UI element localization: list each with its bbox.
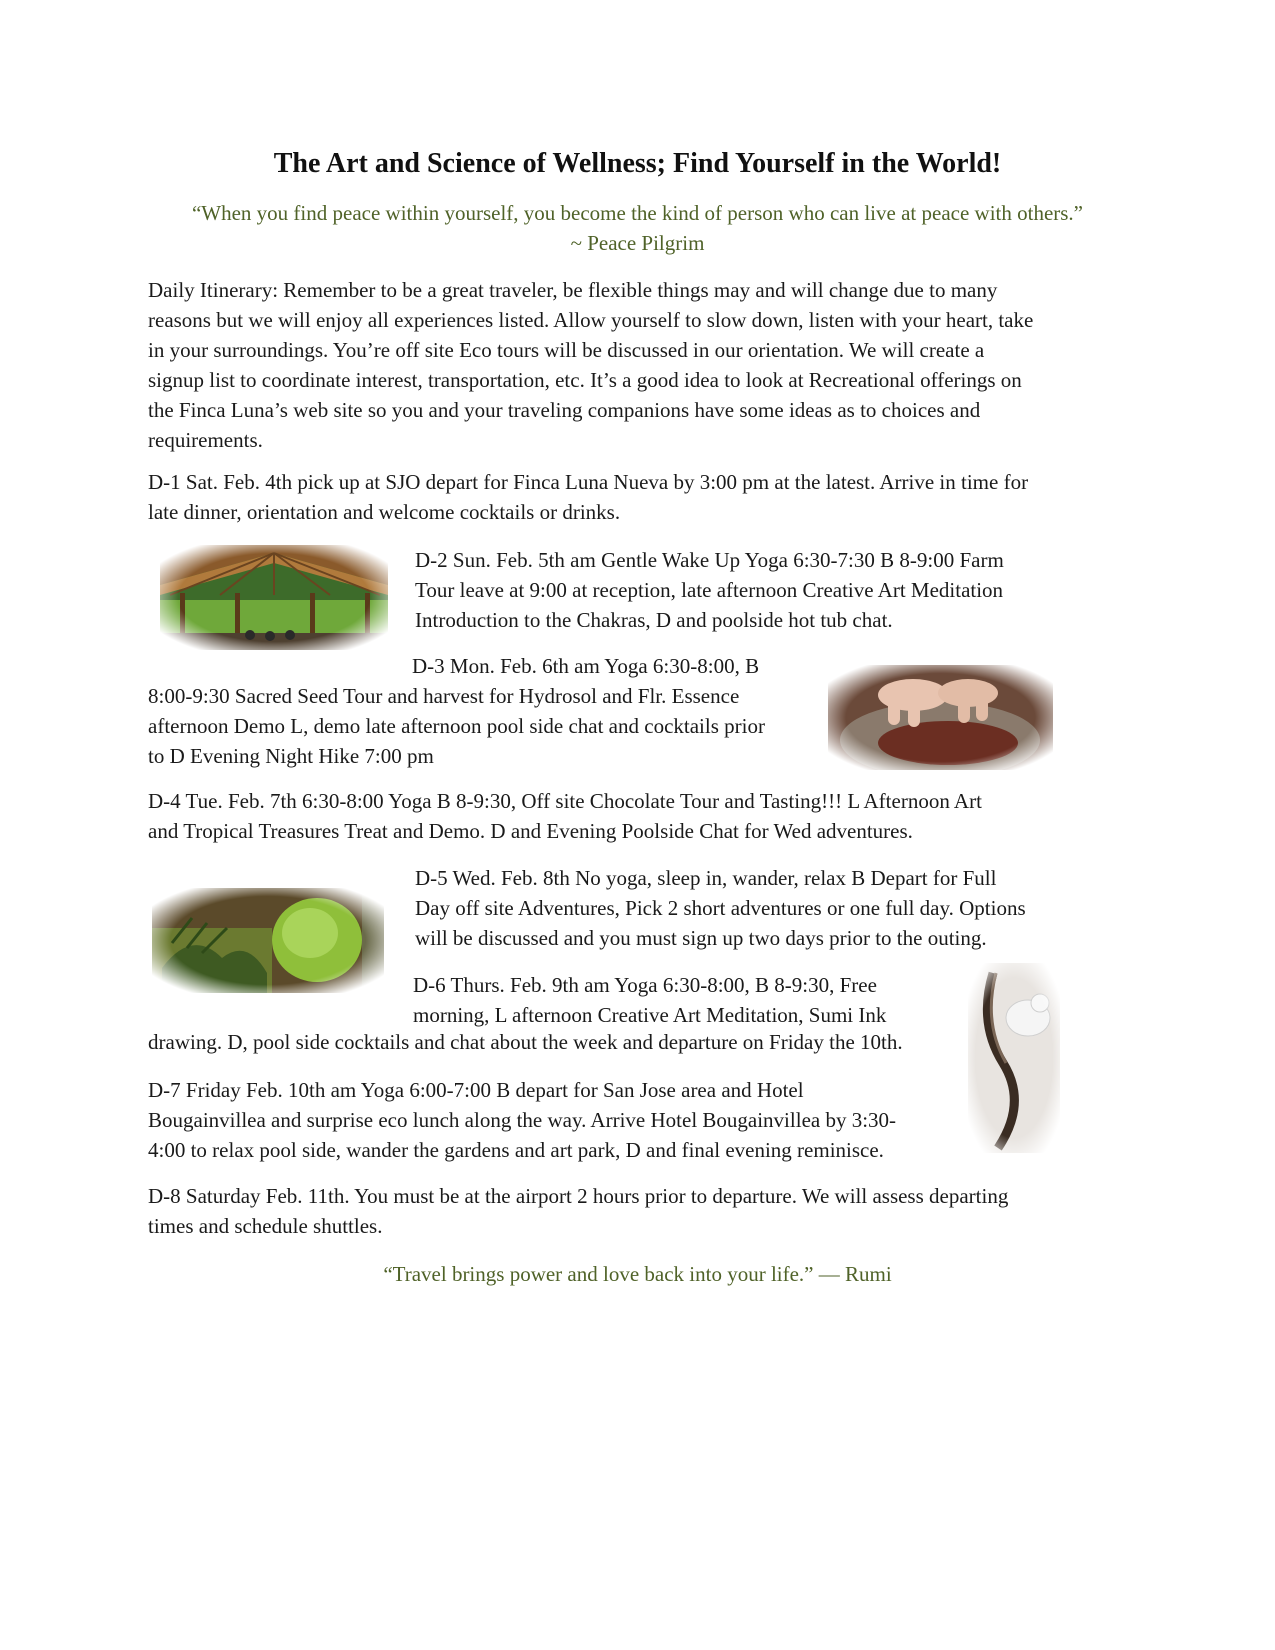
day-1-line: late dinner, orientation and welcome cocktails or drinks. [148, 500, 621, 524]
day-8-line: D-8 Saturday Feb. 11th. You must be at the airport 2 hours prior to departure. We will assess departing [148, 1184, 1009, 1208]
day-2-paragraph [415, 545, 1004, 635]
day-4-paragraph [148, 786, 982, 846]
day-2-line: Tour leave at 9:00 at reception, late afternoon Creative Art Meditation [415, 578, 1004, 602]
day-5-line: Day off site Adventures, Pick 2 short adventures or one full day. Options [415, 896, 1026, 920]
day-7-line: Bougainvillea and surprise eco lunch along the way. Arrive Hotel Bougainvillea by 3:30- [148, 1108, 897, 1132]
day-6-last-line [148, 1027, 903, 1057]
sculpture-photo [968, 963, 1060, 1153]
day-3-line: D-3 Mon. Feb. 6th am Yoga 6:30-8:00, B [412, 654, 760, 678]
day-3-line: 8:00-9:30 Sacred Seed Tour and harvest for Hydrosol and Flr. Essence [148, 684, 740, 708]
day-8-paragraph [148, 1181, 1008, 1241]
seed-grinding-illustration [828, 665, 1053, 770]
opening-quote-text: “When you find peace within yourself, you become the kind of person who can live at peace with others.” [191, 201, 1084, 225]
intro-paragraph [148, 275, 1033, 455]
intro-line: requirements. [148, 428, 263, 452]
day-5-line: will be discussed and you must sign up two days prior to the outing. [415, 926, 987, 950]
fruit-illustration [152, 888, 384, 993]
pavilion-photo [160, 545, 388, 650]
intro-line: in your surroundings. You’re off site Eco tours will be discussed in our orientation. We will create a [148, 338, 985, 362]
intro-line: signup list to coordinate interest, transportation, etc. It’s a good idea to look at Recreational offerings on [148, 368, 1022, 392]
intro-line: the Finca Luna’s web site so you and your traveling companions have some ideas as to choices and [148, 398, 981, 422]
day-6-line: morning, L afternoon Creative Art Meditation, Sumi Ink [413, 1003, 887, 1027]
closing-quote: “Travel brings power and love back into your life.” — Rumi [383, 1262, 892, 1286]
day-3-line: afternoon Demo L, demo late afternoon pool side chat and cocktails prior [148, 714, 765, 738]
page-title: The Art and Science of Wellness; Find Yourself in the World! [273, 148, 1002, 179]
opening-quote-author: ~ Peace Pilgrim [570, 231, 705, 255]
day-4-line: and Tropical Treasures Treat and Demo. D and Evening Poolside Chat for Wed adventures. [148, 819, 913, 843]
day-2-line: Introduction to the Chakras, D and poolside hot tub chat. [415, 608, 893, 632]
day-5-paragraph [415, 863, 1026, 953]
day-5-line: D-5 Wed. Feb. 8th No yoga, sleep in, wander, relax B Depart for Full [415, 866, 997, 890]
day-3-paragraph [148, 681, 765, 771]
day-2-line: D-2 Sun. Feb. 5th am Gentle Wake Up Yoga 6:30-7:30 B 8-9:00 Farm [415, 548, 1004, 572]
day-6-line: D-6 Thurs. Feb. 9th am Yoga 6:30-8:00, B 8-9:30, Free [413, 973, 877, 997]
opening-quote [0, 198, 1275, 258]
day-4-line: D-4 Tue. Feb. 7th 6:30-8:00 Yoga B 8-9:30, Off site Chocolate Tour and Tasting!!! L Afternoon Art [148, 789, 982, 813]
day-8-line: times and schedule shuttles. [148, 1214, 383, 1238]
pavilion-illustration [160, 545, 388, 650]
day-7-paragraph [148, 1075, 896, 1165]
intro-line: reasons but we will enjoy all experiences listed. Allow yourself to slow down, listen with your heart, take [148, 308, 1034, 332]
day-1-line: D-1 Sat. Feb. 4th pick up at SJO depart for Finca Luna Nueva by 3:00 pm at the latest. Arrive in time for [148, 470, 1029, 494]
day-7-line: D-7 Friday Feb. 10th am Yoga 6:00-7:00 B depart for San Jose area and Hotel [148, 1078, 804, 1102]
day-3-first-line [412, 651, 759, 681]
intro-line: Daily Itinerary: Remember to be a great traveler, be flexible things may and will change due to many [148, 278, 998, 302]
fruit-photo [152, 888, 384, 993]
day-6-line: drawing. D, pool side cocktails and chat about the week and departure on Friday the 10th. [148, 1030, 903, 1054]
seed-grinding-photo [828, 665, 1053, 770]
day-7-line: 4:00 to relax pool side, wander the gardens and art park, D and final evening reminisce. [148, 1138, 884, 1162]
day-3-line: to D Evening Night Hike 7:00 pm [148, 744, 434, 768]
day-6-indented [413, 970, 886, 1030]
sculpture-illustration [968, 963, 1060, 1153]
day-1-paragraph [148, 467, 1028, 527]
